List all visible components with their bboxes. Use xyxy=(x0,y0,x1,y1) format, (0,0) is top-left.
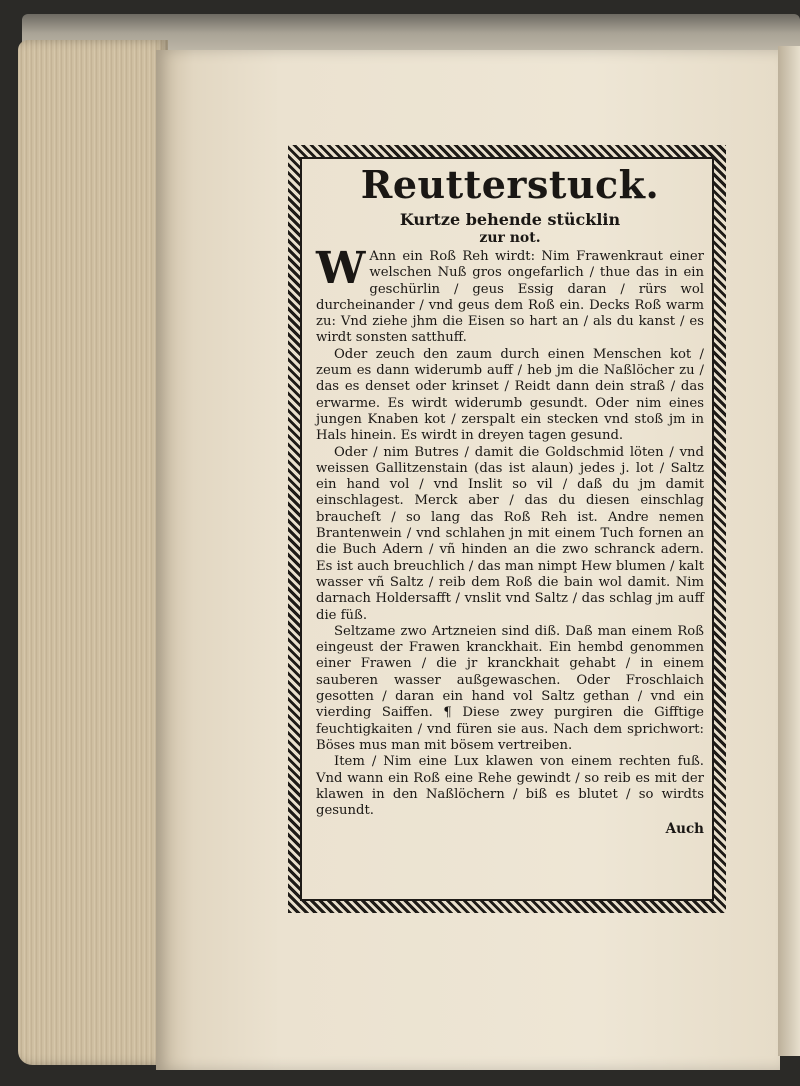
page-edges xyxy=(18,40,168,1065)
paragraph-3: Oder / nim Butres / damit die Goldschmid löten / vnd weissen Gallitzenstain (das ist alaun) jedes j. lot / Saltz ein hand vol / vnd Inslit so vil / daß du jm damit einschlagest. Merck aber / das du diesen einschlag braucheſt / so lang das Roß Reh ist. Andre nemen Brantenwein / vnd schlahen jn mit einem Tuch fornen an die Buch Adern / vñ hinden an die zwo schranck adern. Es ist auch breuchlich / das man nimpt Hew blumen / kalt wasser vñ Saltz / reib dem Roß die bain wol damit. Nim darnach Holdersafft / vnslit vnd Saltz / das schlag jm auff die füß. xyxy=(316,444,704,623)
paragraph-1-text: Ann ein Roß Reh wirdt: Nim Frawenkraut einer welschen Nuß gros ongefarlich / thue das in ein geschürlin / geus Essig daran / rürs wol durcheinander / vnd geus dem Roß ein. Decks Roß warm zu: Vnd ziehe jhm die Eisen so hart an / als du kanst / es wirdt sonsten satthuff. xyxy=(316,249,704,346)
paragraph-5: Item / Nim eine Lux klawen von einem rechten fuß. Vnd wann ein Roß eine Rehe gewindt / so reib es mit der klawen in den Naßlöchern / biß es blutet / so wirdts gesundt. xyxy=(316,754,704,819)
section-heading: Kurtze behende stücklin xyxy=(399,210,621,229)
paragraph-2: Oder zeuch den zaum durch einen Menschen kot / zeum es dann widerumb auff / heb jm die Naßlöcher zu / das es denset oder krinset / Reidt dann dein straß / das erwarme. Es wirdt widerumb gesundt. Oder nim eines jungen Knaben kot / zerspalt ein stecken vnd stoß jm in Hals hinein. Es wirdt in dreyen tagen gesund. xyxy=(316,346,704,444)
paragraph-4: Seltzame zwo Artzneien sind diß. Daß man einem Roß eingeust der Frawen kranckhait. Ein hembd genommen einer Frawen / die jr kranckhait gehabt / in einem sauberen wasser außgewaschen. Oder Froschlaich gesotten / daran ein hand vol Saltz gethan / vnd ein vierding Saiffen. ¶ Diese zwey purgiren die Gifftige feuchtigkaiten / vnd füren sie aus. Nach dem sprichwort: Böses mus man mit bösem vertreiben. xyxy=(316,623,704,753)
paragraph-1 xyxy=(316,243,704,347)
drop-cap: W xyxy=(316,243,366,294)
catchword: Auch xyxy=(665,821,704,838)
page-title: Reutterstuck. xyxy=(360,162,660,207)
section-subheading: zur not. xyxy=(479,230,541,246)
text-block xyxy=(316,164,704,837)
next-page-edge xyxy=(778,46,800,1056)
